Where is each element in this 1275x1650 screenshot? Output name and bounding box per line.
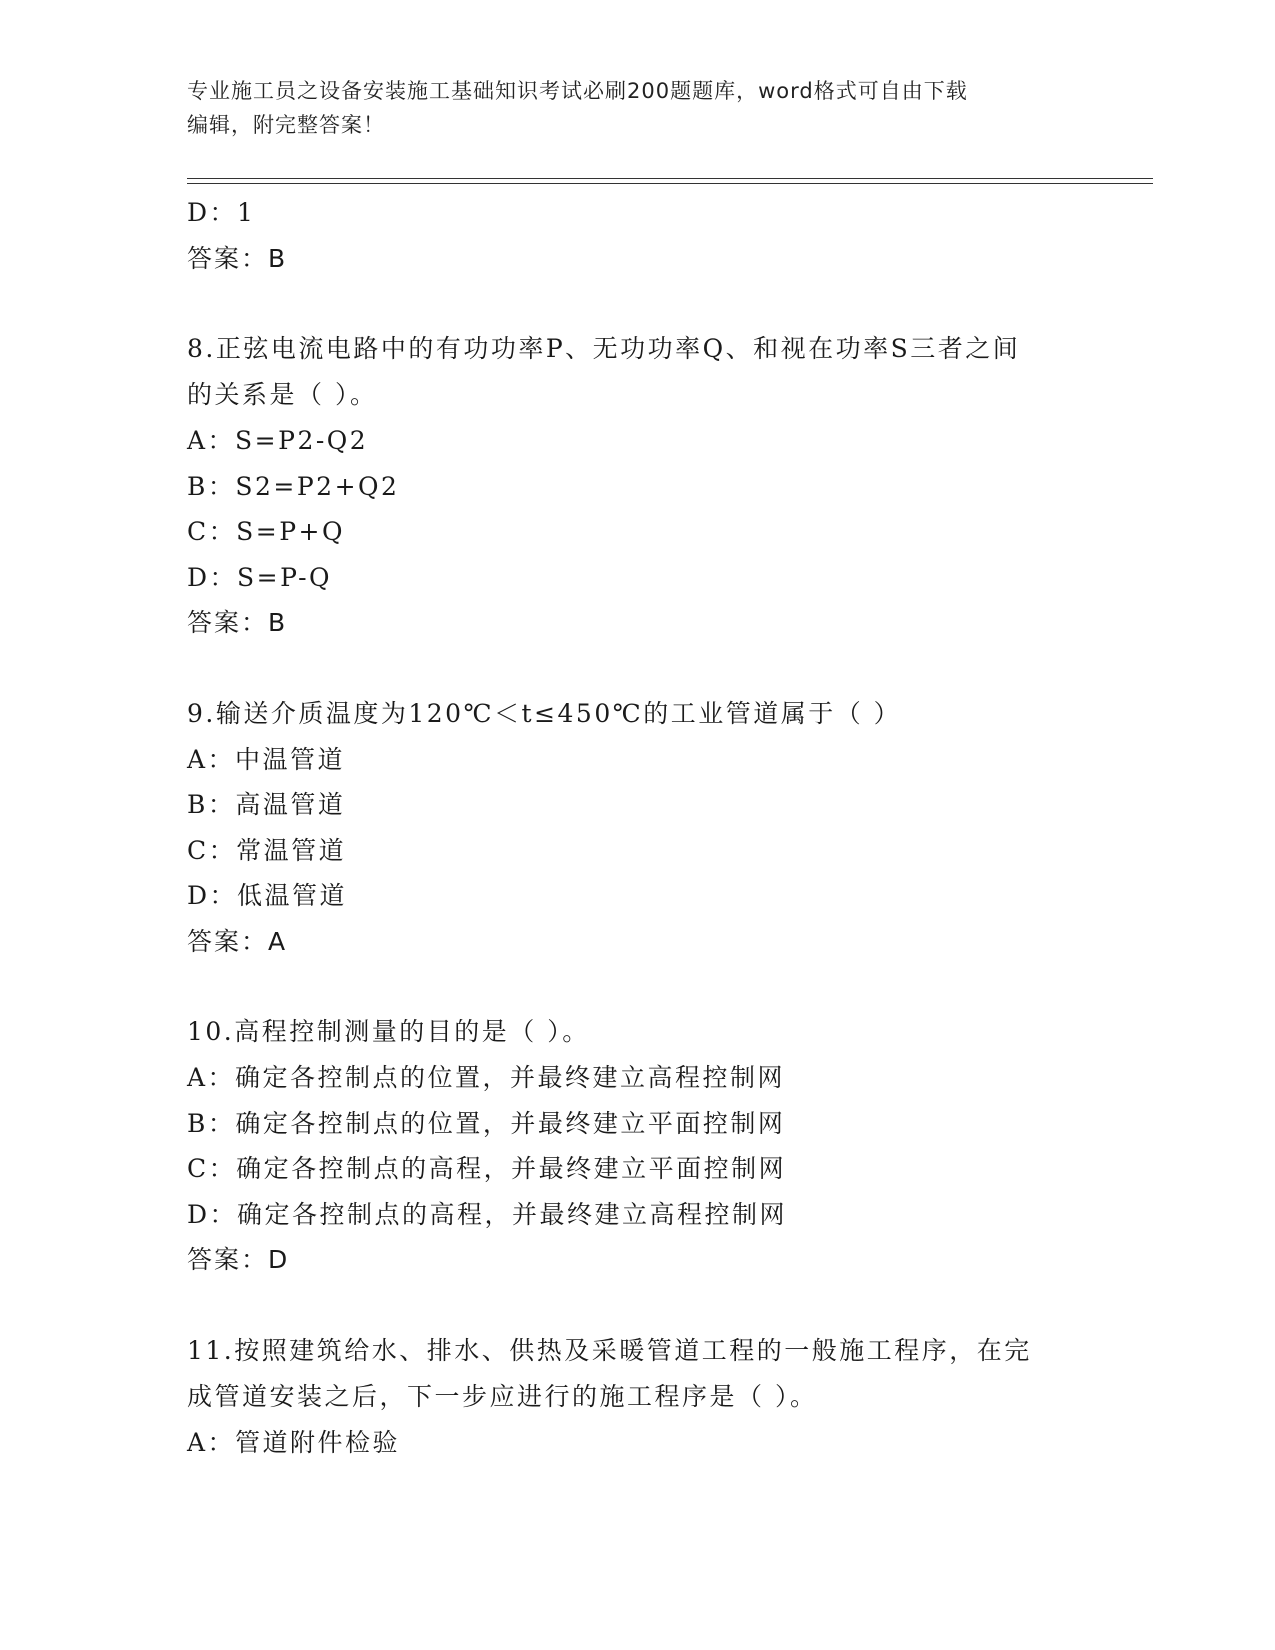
option-a: A：S=P2-Q2 bbox=[187, 426, 369, 455]
prev-answer: 答案：B bbox=[187, 243, 288, 273]
document-header bbox=[187, 74, 1067, 142]
spacer bbox=[187, 281, 1067, 326]
header-divider-top bbox=[187, 178, 1153, 179]
answer: 答案：D bbox=[187, 1245, 290, 1274]
header-divider-bottom bbox=[187, 183, 1153, 184]
prev-option-d: D：1 bbox=[187, 198, 256, 227]
question-10 bbox=[187, 1009, 1067, 1283]
spacer bbox=[187, 646, 1067, 691]
question-content bbox=[187, 190, 1067, 1465]
option-b: B：S2=P2+Q2 bbox=[187, 471, 400, 501]
answer: 答案：A bbox=[187, 926, 288, 956]
spacer bbox=[187, 1283, 1067, 1328]
option-c: C：S=P+Q bbox=[187, 517, 345, 546]
question-stem-cont: 的关系是（ ）。 bbox=[187, 380, 378, 409]
option-b: B：确定各控制点的位置，并最终建立平面控制网 bbox=[187, 1108, 786, 1138]
option-b: B：高温管道 bbox=[187, 790, 346, 819]
question-stem: 8.正弦电流电路中的有功功率P、无功功率Q、和视在功率S三者之间 bbox=[187, 334, 1021, 363]
option-a: A：确定各控制点的位置，并最终建立高程控制网 bbox=[187, 1063, 786, 1092]
question-9 bbox=[187, 691, 1067, 965]
question-stem: 10.高程控制测量的目的是（ ）。 bbox=[187, 1017, 590, 1046]
option-d: D：低温管道 bbox=[187, 881, 348, 910]
option-c: C：常温管道 bbox=[187, 835, 347, 865]
option-d: D：S=P-Q bbox=[187, 562, 333, 592]
header-title-line-2: 编辑，附完整答案！ bbox=[187, 113, 385, 137]
question-11 bbox=[187, 1328, 1067, 1466]
question-8 bbox=[187, 326, 1067, 646]
option-a: A：管道附件检验 bbox=[187, 1427, 401, 1457]
option-d: D：确定各控制点的高程，并最终建立高程控制网 bbox=[187, 1199, 788, 1229]
question-stem: 11.按照建筑给水、排水、供热及采暖管道工程的一般施工程序，在完 bbox=[187, 1335, 1032, 1365]
header-title-line-1: 专业施工员之设备安装施工基础知识考试必刷200题题库，word格式可自由下载 bbox=[187, 79, 968, 103]
question-stem: 9.输送介质温度为120℃＜t≤450℃的工业管道属于（ ） bbox=[187, 698, 902, 728]
answer: 答案：B bbox=[187, 608, 288, 637]
question-stem-cont: 成管道安装之后，下一步应进行的施工程序是（ ）。 bbox=[187, 1381, 818, 1411]
option-c: C：确定各控制点的高程，并最终建立平面控制网 bbox=[187, 1154, 787, 1183]
option-a: A：中温管道 bbox=[187, 744, 346, 774]
spacer bbox=[187, 964, 1067, 1009]
